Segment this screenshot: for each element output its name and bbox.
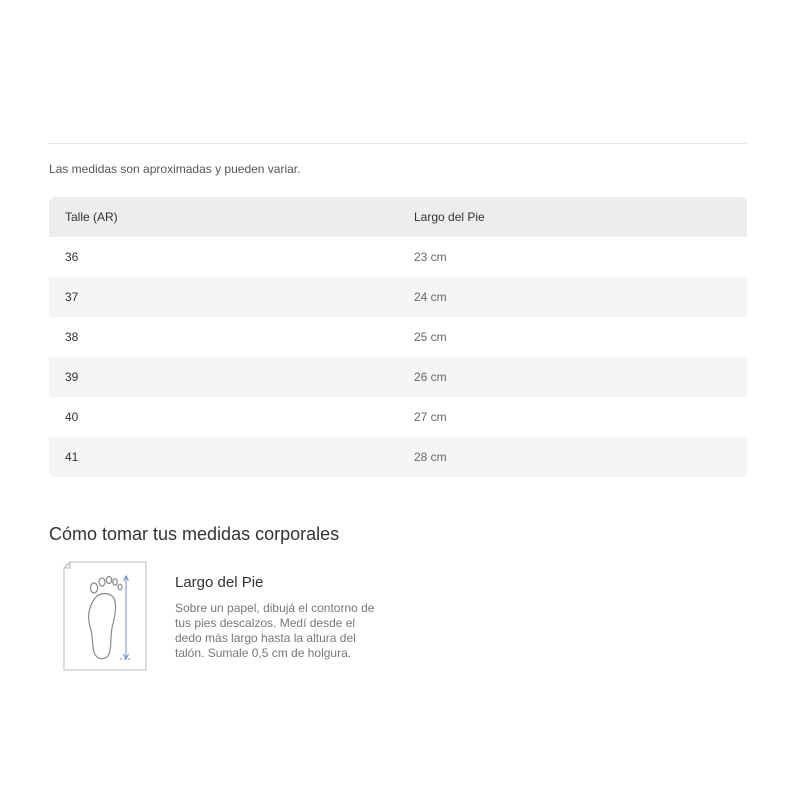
measurement-note: Las medidas son aproximadas y pueden variar. <box>49 162 301 176</box>
table-row <box>49 317 747 357</box>
table-row <box>49 397 747 437</box>
table-header-row <box>49 197 747 237</box>
table-row <box>49 277 747 317</box>
foot-measure-icon <box>62 560 148 672</box>
foot-length-cell: 23 cm <box>414 250 447 264</box>
foot-length-cell: 26 cm <box>414 370 447 384</box>
foot-length-cell: 28 cm <box>414 450 447 464</box>
foot-length-description: Sobre un papel, dibujá el contorno de tus pies descalzos. Medí desde el dedo más largo hasta la altura del talón. Sumale 0,5 cm de holgura. <box>175 601 375 660</box>
size-cell: 41 <box>65 450 79 464</box>
size-cell: 37 <box>65 290 79 304</box>
size-table <box>49 197 747 477</box>
foot-length-cell: 24 cm <box>414 290 447 304</box>
table-row <box>49 437 747 477</box>
table-row <box>49 357 747 397</box>
foot-length-cell: 25 cm <box>414 330 447 344</box>
header-size: Talle (AR) <box>65 210 118 224</box>
size-cell: 36 <box>65 250 79 264</box>
table-row <box>49 237 747 277</box>
size-cell: 38 <box>65 330 79 344</box>
size-cell: 39 <box>65 370 79 384</box>
top-divider <box>49 143 747 144</box>
size-cell: 40 <box>65 410 79 424</box>
foot-length-cell: 27 cm <box>414 410 447 424</box>
foot-length-title: Largo del Pie <box>175 574 264 591</box>
header-foot-length: Largo del Pie <box>414 210 485 224</box>
section-title: Cómo tomar tus medidas corporales <box>49 524 340 544</box>
